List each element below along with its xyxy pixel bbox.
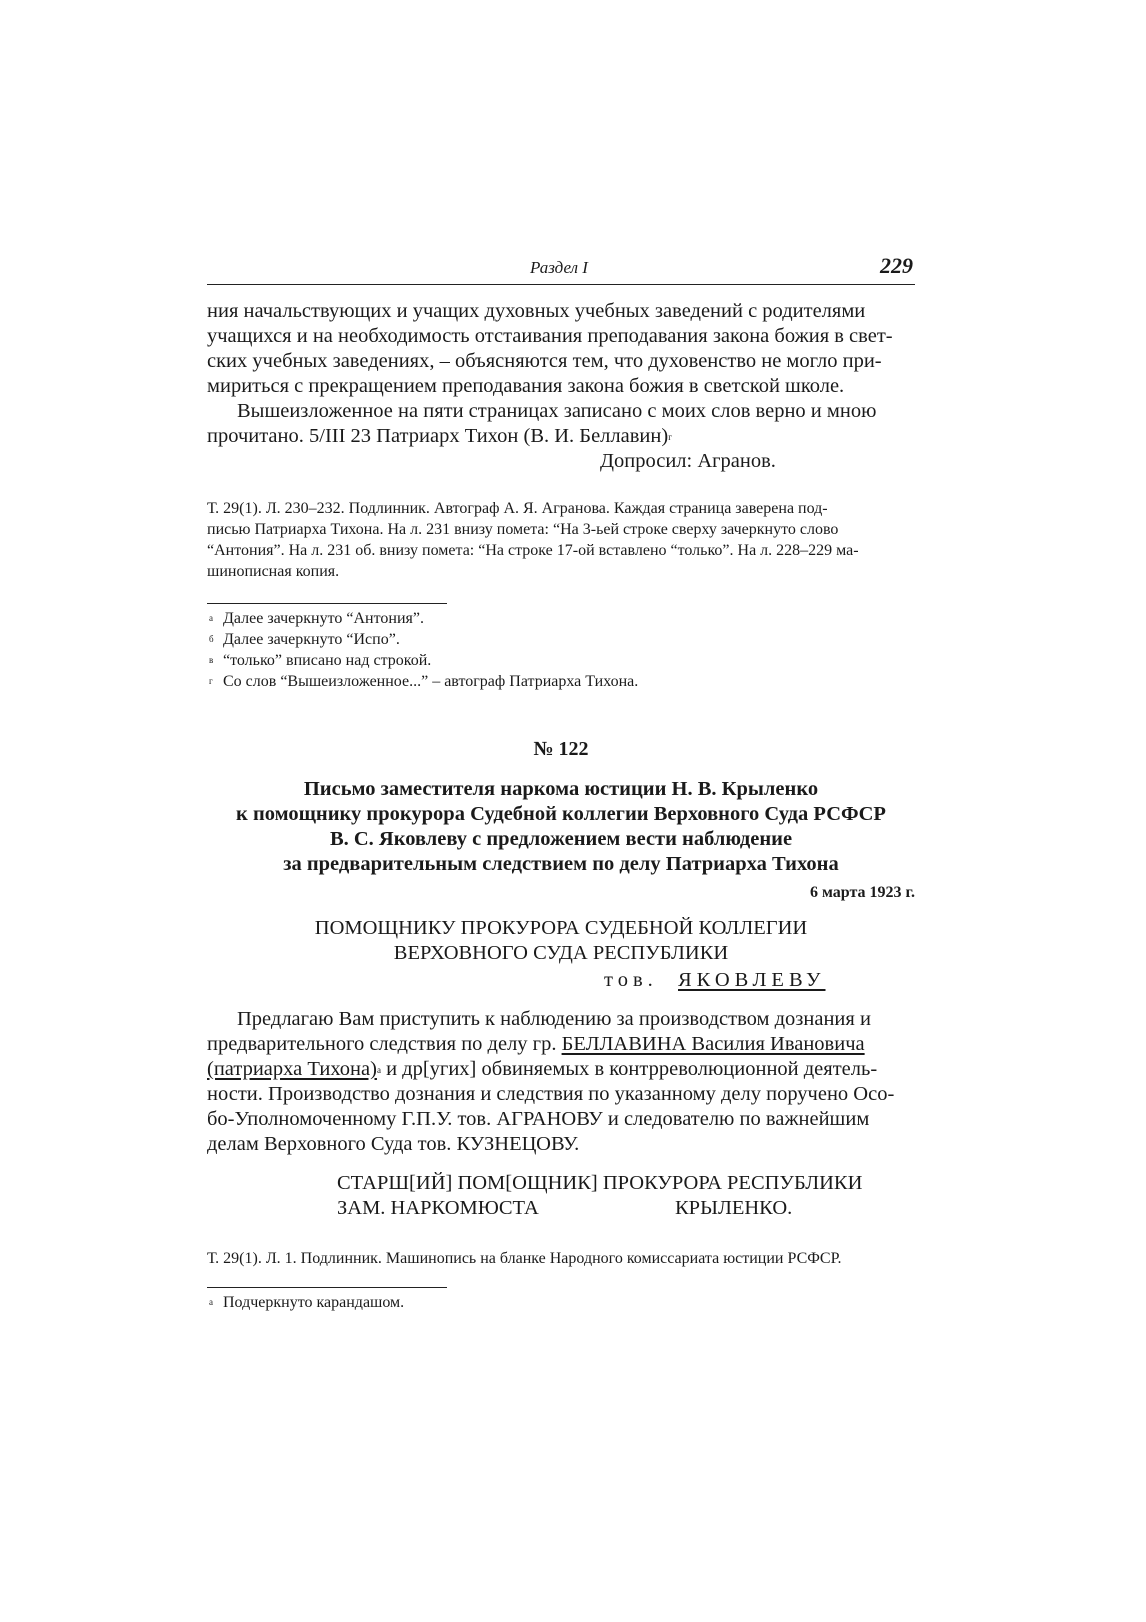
footnote [207,650,915,671]
text-line: делам Верховного Суда тов. КУЗНЕЦОВУ. [207,1133,580,1155]
footnote-mark: г [209,676,213,686]
text-line: ния начальствующих и учащих духовных учебных заведений с родителями [207,300,866,322]
source-note: Т. 29(1). Л. 1. Подлинник. Машинопись на бланке Народного комиссариата юстиции РСФСР. [207,1250,842,1267]
title-line: Письмо заместителя наркома юстиции Н. В. Крыленко [303,778,819,800]
text-line: учащихся и на необходимость отстаивания преподавания закона божия в свет- [207,325,893,347]
footnote-ref: г [668,432,672,442]
signature-title: ЗАМ. НАРКОМЮСТА [337,1197,539,1219]
footnotes [207,1292,915,1313]
text-line: Предлагаю Вам приступить к наблюдению за производством дознания и [237,1008,871,1030]
title-line: за предварительным следствием по делу Патриарха Тихона [283,853,839,875]
source-line: Т. 29(1). Л. 230–232. Подлинник. Автограф А. Я. Агранова. Каждая страница заверена под- [207,500,828,517]
addressee-line: ВЕРХОВНОГО СУДА РЕСПУБЛИКИ [393,942,729,964]
footnote-text: Со слов “Вышеизложенное...” – автограф Патриарха Тихона. [223,673,639,690]
footnote-mark: в [209,655,214,665]
book-page [207,250,915,1313]
source-note [207,498,915,582]
footnote-text: Далее зачеркнуто “Антония”. [223,610,424,627]
footnote-mark: а [209,613,213,623]
signature-line: СТАРШ[ИЙ] ПОМ[ОЩНИК] ПРОКУРОРА РЕСПУБЛИКИ [337,1172,863,1194]
source-line: “Антония”. На л. 231 об. внизу помета: “На строке 17-ой вставлено “только”. На л. 228–229 ма- [207,542,859,559]
document-number: № 122 [533,738,589,760]
footnote-text: Далее зачеркнуто “Испо”. [223,631,400,648]
addressee-line: ПОМОЩНИКУ ПРОКУРОРА СУДЕБНОЙ КОЛЛЕГИИ [314,917,808,939]
source-line: шинописная копия. [207,563,340,580]
footnote-text: Подчеркнуто карандашом. [223,1294,405,1311]
footnote-ref: а [376,1065,381,1075]
footnote-rule [207,1287,447,1288]
underlined-name: (патриарха Тихона) [207,1058,377,1080]
document-title [207,777,915,877]
footnote-mark: б [209,634,214,644]
addressee-name-line [604,968,915,993]
signature-name: КРЫЛЕНКО. [675,1197,793,1219]
footnote [207,1292,915,1313]
addressee-block [207,916,915,993]
footnote-rule [207,603,447,604]
addressee-name: ЯКОВЛЕВУ [678,969,826,991]
footnotes [207,608,915,692]
text-line: Вышеизложенное на пяти страницах записано с моих слов верно и мною [237,400,877,422]
text-line: ности. Производство дознания и следствия по указанному делу поручено Осо- [207,1083,895,1105]
addressee-prefix: тов. [604,969,658,991]
interrogator-signature: Допросил: Агранов. [600,450,776,472]
underlined-name: БЕЛЛАВИНА Василия Ивановича [561,1033,865,1055]
title-line: к помощнику прокурора Судебной коллегии Верховного Суда РСФСР [236,803,886,825]
source-line: писью Патриарха Тихона. На л. 231 внизу помета: “На 3-ьей строке сверху зачеркнуто слово [207,521,839,538]
letter-body [207,1007,915,1157]
text-line: ских учебных заведениях, – объясняются тем, что духовенство не могло при- [207,350,882,372]
title-line: В. С. Яковлеву с предложением вести наблюдение [329,828,793,850]
text-span: и др[угих] обвиняемых в контрреволюционной деятель- [380,1058,878,1080]
page-number: 229 [880,253,913,278]
footnote [207,629,915,650]
text-line [207,1032,915,1057]
continued-paragraph [207,299,915,474]
footnote [207,608,915,629]
document-date: 6 марта 1923 г. [810,884,915,901]
footnote [207,671,915,692]
footnote-mark: а [209,1297,213,1307]
text-line [207,1057,915,1082]
signature-line [337,1196,915,1221]
signature-block [337,1171,915,1221]
text-line: бо-Уполномоченному Г.П.У. тов. АГРАНОВУ и следователю по важнейшим [207,1108,870,1130]
footnote-text: “только” вписано над строкой. [223,652,432,669]
section-title: Раздел I [530,258,588,277]
text-line [207,424,915,449]
text-line: мириться с прекращением преподавания закона божия в светской школе. [207,375,845,397]
text-span: предварительного следствия по делу гр. [207,1033,562,1055]
text-span: прочитано. 5/III 23 Патриарх Тихон (В. И. Беллавин) [207,425,669,447]
page-header [207,250,915,285]
